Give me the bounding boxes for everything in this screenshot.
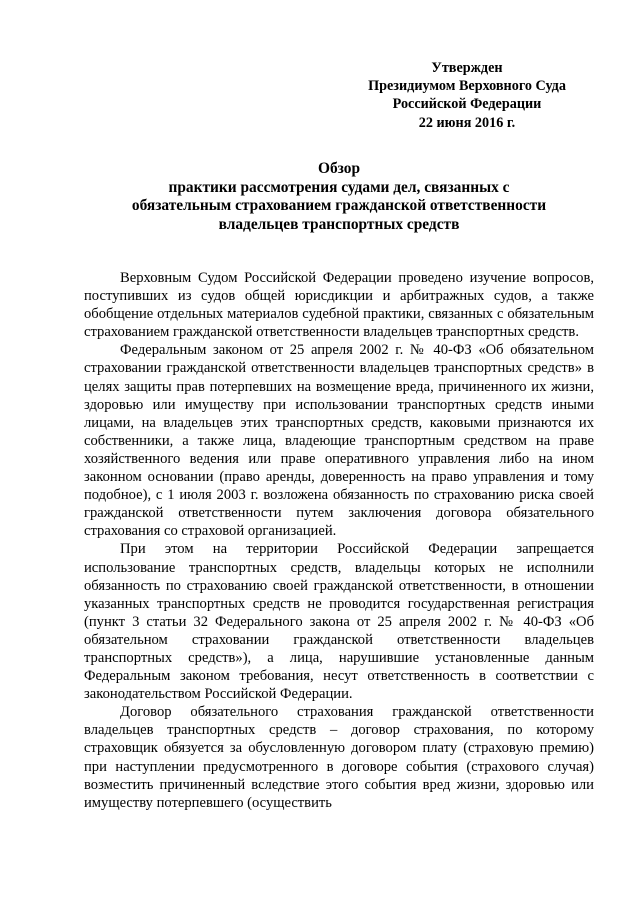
title-line: практики рассмотрения судами дел, связанных с bbox=[168, 178, 510, 196]
approval-date: 22 июня 2016 г. bbox=[418, 114, 516, 131]
paragraph: Верховным Судом Российской Федерации проведено изучение вопросов, поступивших из судов общей юрисдикции и арбитражных судов, а также обобщение отдельных материалов судебной практики, связанных с обязательным страхованием гражданской ответственности владельцев транспортных средств. bbox=[84, 270, 594, 341]
document-title bbox=[84, 160, 594, 234]
paragraph: При этом на территории Российской Федерации запрещается использование транспортных средств, владельцы которых не исполнили обязанность по страхованию своей гражданской ответственности, в отношении указанных транспортных средств не проводится государственная регистрация (пункт 3 статьи 32 Федерального закона от 25 апреля 2002 г. № 40-ФЗ «Об обязательном страховании гражданской ответственности владельцев транспортных средств»), а лица, нарушившие установленные данным Федеральным законом требования, несут ответственность в соответствии с законодательством Российской Федерации. bbox=[84, 541, 594, 703]
title-line: Обзор bbox=[317, 160, 361, 177]
approval-line: Утвержден bbox=[431, 60, 503, 76]
title-line: владельцев транспортных средств bbox=[218, 215, 460, 233]
approval-stamp bbox=[340, 59, 594, 132]
approval-line: Президиумом Верховного Суда bbox=[368, 78, 566, 95]
approval-line: Российской Федерации bbox=[392, 96, 542, 113]
paragraph: Договор обязательного страхования гражданской ответственности владельцев транспортных средств – договор страхования, по которому страховщик обязуется за обусловленную договором плату (страховую премию) при наступлении предусмотренного в договоре события (страхового случая) возместить причиненный вследствие этого события вред жизни, здоровью или имуществу потерпевшего (осуществить bbox=[84, 704, 594, 811]
document-body bbox=[84, 269, 594, 812]
paragraph: Федеральным законом от 25 апреля 2002 г. № 40-ФЗ «Об обязательном страховании гражданской ответственности владельцев транспортных средств» в целях защиты прав потерпевших на возмещение вреда, причиненного их жизни, здоровью или имуществу при использовании транспортных средств иными лицами, на владельцев этих транспортных средств, каковыми признаются их собственники, а также лица, владеющие транспортным средством на праве хозяйственного ведения или праве оперативного управления либо на ином законном основании (право аренды, доверенность на право управления и тому подобное), с 1 июля 2003 г. возложена обязанность по страхованию риска своей гражданской ответственности путем заключения договора обязательного страхования со страховой организацией. bbox=[84, 342, 594, 540]
title-line: обязательным страхованием гражданской ответственности bbox=[131, 197, 547, 215]
